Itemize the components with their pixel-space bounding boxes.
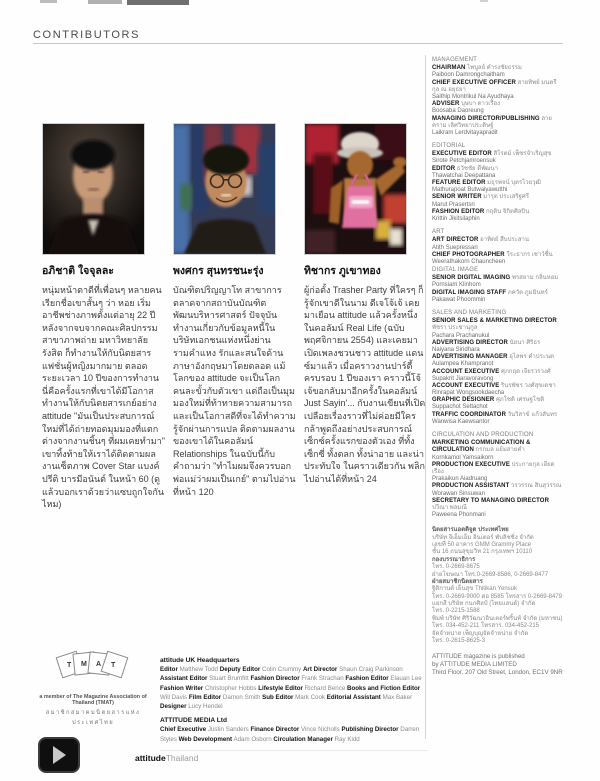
masthead-english-name: Naiyana Siridhara [432, 346, 480, 353]
contributor-name: อภิชาติ ใจจุลละ [42, 265, 114, 277]
staff-role: Fashion Editor [345, 675, 389, 683]
scan-mark [88, 0, 122, 4]
masthead-entry [432, 318, 563, 340]
masthead-entry [432, 166, 563, 180]
staff-role: Designer [160, 703, 187, 711]
contributor-photo-portrait [42, 123, 145, 255]
masthead-section [432, 432, 563, 519]
masthead-role: SENIOR SALES & MARKETING DIRECTOR [432, 318, 557, 325]
contact-line: บริษัท จีเอ็มเอ็ม อินเตอร์ พับลิชชิ่ง จำกัด [432, 534, 534, 541]
masthead-thai-name: กรกมล แย้มสายคำ [473, 447, 525, 454]
contact-line: นิตยสารแอตติจูด ประเทศไทย [432, 527, 509, 534]
masthead-english-name: Paiboon Damrongchaitham [432, 72, 505, 79]
staff-role: Editor [160, 666, 178, 673]
masthead-english-name: Weerathakorn Chauncheen [432, 258, 506, 265]
contact-line: โทร. 0-2215-1588 [432, 608, 480, 615]
masthead-section-title: CIRCULATION AND PRODUCTION [432, 432, 534, 438]
staff-name: Lucy Hendel [186, 703, 223, 711]
footer-brand-bold: attitude [135, 753, 166, 763]
contributor-photo-portrait [173, 123, 276, 255]
staff-role: Lifestyle Editor [258, 684, 303, 692]
masthead-thai-name: กฤติน จิกิตศิลปิน [484, 208, 530, 215]
masthead-section-title: DIGITAL IMAGE [432, 267, 479, 274]
staff-role: Fashion Writer [160, 684, 204, 692]
masthead-thai-name: สิโรตม์ เพ็ชรจำเริญสุข [491, 151, 552, 158]
masthead-thai-name: ปวีณา พลมณี [432, 504, 467, 511]
staff-name: Richard Bence [302, 684, 347, 692]
masthead-role: SECRETARY TO MANAGING DIRECTOR [432, 497, 550, 504]
staff-name: Elauan Lee [388, 675, 422, 683]
masthead-thai-name: ศุภกฤต เจียรวรวงศ์ [499, 368, 551, 375]
contact-line: ฐิติกานต์ เย็นสุข Thitikan Yensuk [432, 586, 518, 593]
published-by-block [432, 653, 563, 677]
masthead-entry [432, 180, 563, 194]
attitude-play-logo-icon [38, 737, 80, 773]
contact-line: พิมพ์ บริษัท ศิริวัฒนาอินเตอร์พริ้นท์ จำกัด (มหาชน) [432, 615, 563, 622]
contributor-bio: หนุ่มหน้าตาดีที่เพื่อนๆ หลายคนเรียกชื่อเขาสั้นๆ ว่า หอย เริ่มอาชีพช่างภาพตั้งแต่อายุ 22 ปี หลังจากจบจากคณะศิลปกรรม สาขาภาพถ่าย มหาวิทยาลัยรังสิต ก็ทำงานให้กับนิตยสารแฟชั่นผู้หญิงมากมาย ตลอดระยะเวลา 10 ปีของการทำงาน นี่คือครั้งแรกที่เขาได้มีโอกาสทำงานให้กับนิตยสารเกย์อย่าง attitude "มันเป็นประสบการณ์ใหม่ที่ได้ถ่ายทอดมุมมองที่แตกต่างจากงานชิ้นๆ ที่ผมเคยทำมา" เขาทิ้งท้ายให้เราได้ติดตามผลงานเซ็ตภาพ Cover Star แบงค์ ปรีติ บารมีอนันต์ ในหน้า 60 (ดูแล้วบอกเราด้วยว่าแซบถูกใจกันไหม) [42, 285, 165, 510]
tmat-caption-th: สมาชิกสมาคมนิตยสารแห่งประเทศไทย [45, 710, 141, 726]
masthead-english-name: Suppachot Settachot [432, 404, 488, 411]
masthead-english-name: Laikram Lerdvitayapradit [432, 129, 498, 136]
staff-name: Stuart Brumfitt [207, 675, 251, 683]
masthead-entry [432, 116, 563, 138]
masthead-english-name: Supakrit Jiaravoravong [432, 375, 494, 382]
contact-line: โทร. 0-2669-8675 [432, 564, 480, 571]
staff-name: Colin Crummy [260, 666, 303, 673]
masthead-entry [432, 80, 563, 102]
contributor-name: พงศกร สุนทรชนะรุ่ง [173, 265, 264, 277]
uk-headquarters-title: attitude UK Headquarters [160, 657, 240, 664]
masthead-entry [432, 275, 563, 289]
masthead-english-name: Pornsiam Klinhom [432, 282, 481, 289]
masthead-section [432, 267, 563, 304]
masthead-thai-name: อาทิตย์ สืบประสาน [478, 237, 529, 244]
masthead-thai-name: พรสยาม กลิ่นหอม [510, 275, 559, 282]
masthead-entry [432, 65, 563, 79]
contact-line: โทร. 0-2615-8625-3 [432, 637, 486, 644]
masthead-role: SENIOR DIGITAL IMAGING [432, 275, 511, 282]
masthead-role: ACCOUNT EXECUTIVE [432, 368, 500, 375]
contact-line: ฝ่ายโฆษณา โทร.0-2669-8586, 0-2669-8477 [432, 571, 549, 578]
staff-role: Assistant Editor [160, 675, 208, 683]
masthead-thai-name: มารุต ประเสริฐศรี [481, 194, 529, 201]
svg-text:T: T [67, 662, 72, 669]
staff-role: Chief Executive [160, 726, 207, 734]
masthead-english-name: Marut Prasertsri [432, 201, 475, 208]
masthead-role: PRODUCTION EXECUTIVE [432, 461, 511, 468]
staff-name: Adam Osborn [232, 735, 274, 743]
masthead-role: MANAGING DIRECTOR/PUBLISHING [432, 115, 540, 122]
masthead-role: ADVERTISING DIRECTOR [432, 339, 508, 346]
contact-line: แยกสี บริษัท กนกศิลป์ (ไทยแลนด์) จำกัด [432, 601, 536, 607]
staff-name: Ray Kidd [332, 735, 360, 743]
masthead-role: EDITOR [432, 165, 456, 172]
masthead-thai-name: วันวิสาข์ แก้วสันทร [506, 411, 558, 418]
tmat-association-logo [28, 645, 158, 727]
masthead-thai-name: ลายคราม เลิศวิทยาประดิษฐ์ [432, 115, 552, 129]
contributor-column [304, 123, 428, 486]
masthead-thai-name: บุษบา ดาวเรือง [459, 101, 501, 108]
masthead-section [432, 143, 563, 223]
masthead-english-name: Pakawat Phoommin [432, 296, 486, 303]
footer-brand-light: Thailand [165, 753, 199, 763]
masthead-section [432, 310, 563, 426]
masthead-entry [432, 397, 563, 411]
play-triangle-icon [53, 746, 66, 764]
masthead-role: FEATURE EDITOR [432, 180, 486, 186]
masthead-thai-name: พัชรา ประชานุกูล [432, 325, 478, 332]
masthead-english-name: Prakaikun Aiadruang [432, 476, 488, 483]
masthead-role: ART DIRECTOR [432, 237, 479, 244]
thai-contact-block [432, 527, 563, 645]
masthead-entry [432, 101, 563, 115]
masthead-role: ADVERTISING MANAGER [432, 354, 508, 361]
masthead-english-name: Mathurapoat Butwaiyawutthi [432, 187, 508, 194]
masthead-entry [432, 340, 563, 354]
contact-line: ชั้น 16 ถนนสุขุมวิท 21 กรุงเทพฯ 10110 [432, 549, 533, 556]
masthead-english-name: Krittin Jikitsilaphin [432, 215, 480, 222]
masthead-entry [432, 498, 563, 520]
masthead-entry [432, 151, 563, 165]
staff-role: Publishing Director [341, 726, 399, 734]
tmat-caption-en: a member of The Magazine Association of Thailand (TMAT) [39, 694, 147, 706]
staff-name: Frank Strachan [299, 675, 346, 683]
uk-masthead-block [160, 657, 428, 751]
staff-name: Matthew Todd [177, 666, 220, 673]
staff-name: Max Baker [380, 693, 413, 701]
masthead-role: DIGITAL IMAGING STAFF [432, 289, 507, 296]
staff-role: Finance Director [250, 726, 300, 734]
masthead-section-title: MANAGEMENT [432, 57, 478, 63]
masthead-section-title: SALES AND MARKETING [432, 310, 507, 316]
masthead-english-name: Aulampea Khampranot [432, 361, 494, 368]
masthead-english-name: Kornkamol Yamsaikorn [432, 454, 494, 461]
masthead-section [432, 57, 563, 137]
masthead-role: CHIEF EXECUTIVE OFFICER [432, 79, 516, 86]
masthead-thai-name: นัยนา ศิริธร [507, 339, 541, 346]
staff-role: Web Development [178, 735, 233, 743]
contributor-column [173, 123, 297, 498]
contact-line: จัดจำหน่าย เพ็ญบุญจัดจำหน่าย จำกัด [432, 630, 529, 637]
contributor-photo-portrait [304, 123, 407, 255]
masthead-role: ADVISER [432, 101, 460, 108]
masthead-english-name: Sirote Petchjamroensuk [432, 158, 496, 165]
masthead-section-title: ART [432, 229, 445, 236]
published-line: ATTITUDE magazine is published [432, 653, 525, 661]
masthead-entry [432, 483, 563, 497]
masthead-section-title: EDITORIAL [432, 143, 466, 150]
masthead-role: EXECUTIVE EDITOR [432, 151, 492, 158]
published-line: Third Floor, 207 Old Street, London, EC1V 9NR [432, 669, 563, 677]
staff-role: Circulation Manager [273, 735, 333, 743]
staff-name: Damon Smith [221, 693, 263, 701]
staff-name: Justin Sanders [206, 726, 251, 734]
contributor-bio: ผู้ก่อตั้ง Trasher Party ที่ใครๆ ก็รู้จักเขาดีในนาม ดีเจโจ้เจ้ เคยมาเยือน attitude แล้วครั้งหนึ่งในคอลัมน์ Real Life (ฉบับพฤศจิกายน 2554) และเคยมาเปิดเพลงชวนชาว attitude แดนซ์มาแล้ว เมื่อคราวงานปาร์ตี้ครบรอบ 1 ปีของเรา คราวนี้โจ้เจ้ขอกลับมาอีกครั้งในคอลัมน์ Just Sayin'... กับงานเขียนที่เปิดเปลือยเรื่องราวที่ไม่ค่อยมีใครกล้าพูดถึงอย่างประสบการณ์เซ็กซ์ครั้งแรกของตัวเอง ที่ทั้งเซ็กซี่ ทั้งตลก ทั้งน่าอาย และน่าประทับใจ ในคราวเดียวกัน พลิกไปอ่านได้ที่หน้า 24 [304, 285, 426, 484]
attitude-media-title: ATTITUDE MEDIA Ltd [160, 717, 228, 725]
contributor-column [42, 123, 166, 511]
masthead-sidebar [432, 57, 563, 677]
staff-name: Will Davis [160, 693, 189, 701]
masthead-entry [432, 462, 563, 484]
contributor-name: ทิชากร ภูเขาทอง [304, 265, 381, 277]
svg-text:T: T [111, 662, 116, 669]
uk-staff-list [160, 665, 428, 711]
masthead-role: MARKETING COMMUNICATION & CIRCULATION [432, 440, 531, 454]
masthead-entry [432, 209, 563, 223]
staff-role: Film Editor [188, 693, 222, 701]
masthead-role: PRODUCTION ASSISTANT [432, 483, 510, 490]
masthead-thai-name: ไพบูลย์ ดำรงชัยธรรม [465, 65, 522, 72]
masthead-thai-name: รินรพัชร วงศ์สุขเดชา [499, 382, 556, 389]
media-staff-list [160, 725, 428, 744]
masthead-english-name: Atith Suepressan [432, 244, 478, 251]
page-title: CONTRIBUTORS [33, 29, 141, 41]
published-line: by ATTITUDE MEDIA LIMITED [432, 661, 517, 669]
contributor-bio: บัณฑิตปริญญาโท สาขาการตลาดจากสถาบันบัณฑิตพัฒนบริหารศาสตร์ ปัจจุบันทำงานเกี่ยวกับข้อมูลหนี้ในบริษัทเอกชนแห่งหนึ่งย่านรามคำแหง รักและสนใจด้านภาษาอังกฤษมาโดยตลอด แม้โลกของ attitude จะเป็นโลกคนละขั้วกับตัวเขา แต่ถือเป็นมุมมองใหม่ที่ท้าทายความสามารถ และเป็นโอกาสดีที่จะได้ทำความรู้จักผ่านการแปล ติดตามผลงานของเขาได้ในคอลัมน์ Relationships ในฉบับนี้กับคำถามว่า "ทำไมผมจึงควรบอกพ่อแม่ว่าผมเป็นเกย์" ตามไปอ่านที่หน้า 120 [173, 285, 296, 497]
contact-line: โทร. 034-452-211 โทรสาร. 034-452-215 [432, 623, 540, 630]
masthead-thai-name: วรวรรณ สินสุวรรณ [509, 483, 562, 490]
masthead-english-name: Pachara Prachanukul [432, 332, 490, 339]
masthead-english-name: Wanwisa Kaewsantor [432, 418, 490, 425]
masthead-entry [432, 354, 563, 368]
masthead-role: TRAFFIC COORDINATOR [432, 411, 507, 418]
masthead-role: ACCOUNT EXECUTIVE [432, 382, 500, 389]
masthead-english-name: Thawatchai Deepattana [432, 172, 496, 179]
scan-mark [127, 0, 189, 5]
tmat-cards-icon [41, 645, 145, 687]
masthead-thai-name: ภควัต ภูมมินทร์ [506, 289, 548, 296]
masthead-role: SENIOR WRITER [432, 194, 482, 201]
masthead-english-name: Worawan Sinsuwan [432, 490, 485, 497]
masthead-english-name: Boosaba Daoreung [432, 108, 484, 115]
svg-text:M: M [81, 661, 87, 668]
scan-mark [40, 0, 57, 3]
masthead-thai-name: ศุภโชติ เศรษฐโชติ [494, 397, 545, 404]
staff-role: Editorial Assistant [326, 693, 381, 701]
masthead-thai-name: ประกายกุล เอียดเรือง [432, 461, 555, 475]
masthead-entry [432, 194, 563, 208]
staff-name: Shaun Craig Parkinson [337, 666, 403, 673]
masthead-role: GRAPHIC DESIGNER [432, 397, 495, 404]
masthead-role: CHAIRMAN [432, 65, 466, 72]
staff-role: Books and Fiction Editor [346, 684, 421, 692]
masthead-thai-name: มธุรพจน์ บุตรไวยวุฒิ [485, 180, 541, 186]
staff-role: Sub Editor [262, 693, 294, 701]
masthead-thai-name: วีระธากร เชาว์ชื่น [504, 251, 553, 258]
contact-line: กองบรรณาธิการ [432, 556, 476, 563]
masthead-role: CHIEF PHOTOGRAPHER [432, 251, 505, 258]
masthead-thai-name: สายทิพย์ มนตรีกุล ณ อยุธยา [432, 79, 557, 93]
masthead-role: FASHION EDITOR [432, 208, 485, 215]
staff-role: Art Director [302, 666, 338, 673]
staff-name: Vince Nicholls [299, 726, 342, 734]
masthead-thai-name: ธวัชชัย ดีพัฒนา [455, 165, 498, 172]
staff-role: Deputy Editor [219, 666, 261, 673]
masthead-entry [432, 290, 563, 304]
masthead-section [432, 229, 563, 266]
masthead-english-name: Saithip Montrikul Na Ayudhaya [432, 93, 514, 100]
masthead-entry [432, 383, 563, 397]
masthead-thai-name: อุไลพร คำประนต [507, 354, 555, 361]
masthead-english-name: Paweena Phonmani [432, 512, 486, 519]
masthead-entry [432, 440, 563, 462]
svg-text:A: A [96, 661, 102, 668]
staff-name: Mark Cook [293, 693, 327, 701]
staff-name: Darren Styles [160, 726, 420, 743]
staff-name: Christopher Hobbs [203, 684, 259, 692]
header-rule [33, 43, 563, 44]
contact-line: โทร. 0-2669-9000 ต่อ 8585 โทรสาร 0-2669-8479 [432, 593, 562, 600]
contact-line: เลขที่ 50 อาคาร GMM Grammy Place [432, 542, 532, 548]
masthead-entry [432, 369, 563, 383]
footer-brand [135, 753, 198, 763]
scan-mark [480, 0, 488, 2]
masthead-entry [432, 252, 563, 266]
masthead-english-name: Rinrapat Wongsookdaecha [432, 390, 505, 397]
staff-role: Fashion Director [250, 675, 300, 683]
contact-line: ฝ่ายสมาชิกนิตยสาร [432, 578, 483, 585]
masthead-entry [432, 237, 563, 251]
masthead-entry [432, 412, 563, 426]
